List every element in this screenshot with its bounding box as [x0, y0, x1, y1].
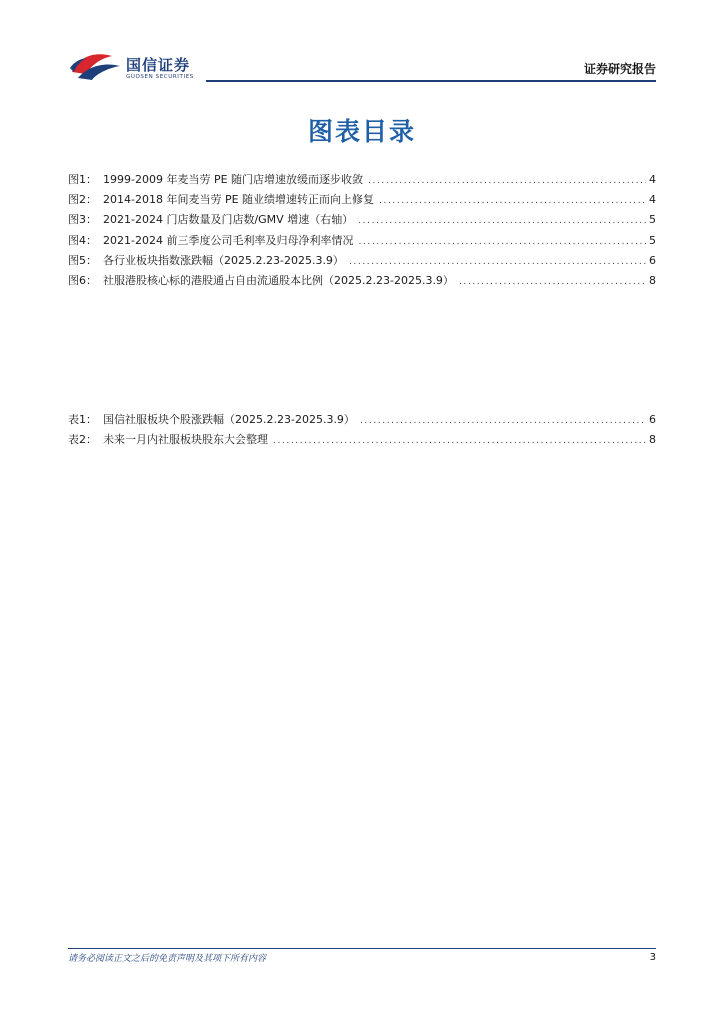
toc-entry-page: 8: [649, 273, 656, 287]
toc-entry-page: 4: [649, 173, 656, 186]
toc-entry-number: 图5：: [68, 253, 97, 267]
page-title: 图表目录: [307, 117, 416, 146]
toc-entry-table-1[interactable]: [68, 410, 656, 430]
toc-entry-number: 图2：: [68, 193, 97, 207]
page-number: 3: [649, 952, 656, 963]
logo-chinese-name: 国信证券: [126, 56, 191, 74]
toc-leader-dots: [379, 191, 646, 211]
toc-entry-figure-1[interactable]: [68, 170, 656, 190]
toc-entry-page: 4: [649, 193, 656, 207]
toc-entry-title: 社服港股核心标的港股通占自由流通股本比例（2025.2.23-2025.3.9）: [103, 273, 454, 287]
toc-leader-dots: [360, 411, 646, 431]
guosen-logo: [68, 50, 208, 82]
toc-entry-title: 国信社服板块个股涨跌幅（2025.2.23-2025.3.9）: [103, 413, 355, 426]
toc-leader-dots: [273, 431, 646, 451]
toc-entry-title: 2014-2018 年间麦当劳 PE 随业绩增速转正而向上修复: [103, 193, 375, 207]
table-toc-list: [68, 410, 656, 450]
toc-entry-figure-4[interactable]: [68, 231, 656, 251]
logo-english-name: GUOSEN SECURITIES: [126, 74, 194, 80]
toc-entry-number: 表2：: [68, 433, 97, 447]
header-divider: [206, 80, 656, 82]
toc-entry-page: 8: [649, 433, 656, 447]
toc-entry-title: 1999-2009 年麦当劳 PE 随门店增速放缓而逐步收敛: [103, 173, 364, 186]
toc-entry-page: 6: [649, 413, 656, 426]
guosen-logo-icon: [68, 50, 124, 82]
toc-entry-figure-5[interactable]: [68, 251, 656, 271]
toc-entry-page: 5: [649, 233, 656, 247]
toc-entry-number: 图1：: [68, 173, 97, 186]
toc-leader-dots: [459, 272, 646, 292]
toc-leader-dots: [358, 211, 646, 231]
toc-entry-number: 表1：: [68, 413, 97, 426]
page-header: [68, 48, 656, 84]
toc-entry-title: 2021-2024 门店数量及门店数/GMV 增速（右轴）: [103, 213, 354, 227]
toc-leader-dots: [368, 171, 646, 191]
toc-entry-title: 未来一月内社服板块股东大会整理: [103, 433, 268, 447]
toc-entry-page: 6: [649, 253, 656, 267]
footer-divider: [68, 948, 656, 949]
report-type-label: 证券研究报告: [583, 62, 656, 76]
toc-entry-page: 5: [649, 213, 656, 227]
toc-entry-table-2[interactable]: [68, 430, 656, 450]
toc-entry-number: 图3：: [68, 213, 97, 227]
toc-entry-figure-2[interactable]: [68, 190, 656, 210]
toc-entry-number: 图6：: [68, 273, 97, 287]
toc-entry-title: 各行业板块指数涨跌幅（2025.2.23-2025.3.9）: [103, 253, 344, 267]
footer-disclaimer: 请务必阅读正文之后的免责声明及其项下所有内容: [68, 954, 267, 964]
toc-entry-figure-3[interactable]: [68, 210, 656, 230]
toc-entry-title: 2021-2024 前三季度公司毛利率及归母净利率情况: [103, 233, 354, 247]
toc-leader-dots: [349, 252, 646, 272]
toc-entry-figure-6[interactable]: [68, 271, 656, 291]
figure-toc-list: [68, 170, 656, 291]
toc-leader-dots: [358, 232, 646, 252]
toc-entry-number: 图4：: [68, 233, 97, 247]
